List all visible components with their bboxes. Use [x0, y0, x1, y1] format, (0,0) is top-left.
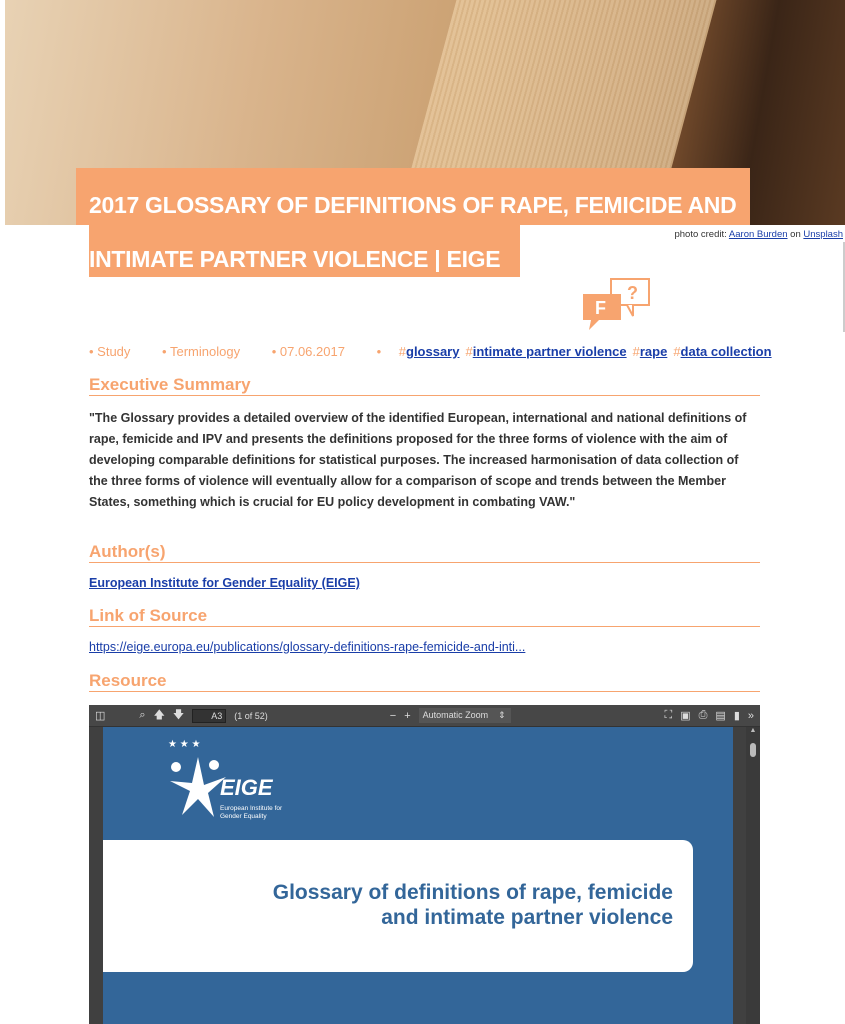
hero-book-pages	[408, 0, 722, 180]
pdf-viewer	[89, 705, 760, 1024]
tag-intimate-partner-violence[interactable]: intimate partner violence	[472, 344, 627, 359]
credit-label: photo credit:	[674, 229, 727, 240]
sidebar-toggle-icon[interactable]: ◫	[95, 710, 106, 722]
bookmark-icon[interactable]: ▮	[733, 710, 740, 722]
pdf-toolbar	[89, 705, 760, 727]
logo-text: EIGE	[220, 775, 273, 800]
doc-title-line-1: Glossary of definitions of rape, femicide	[272, 881, 673, 904]
authors-heading: Author(s)	[89, 542, 760, 563]
tag-data-collection[interactable]: data collection	[680, 344, 772, 359]
open-file-icon[interactable]: ▣	[680, 710, 691, 722]
source-link[interactable]: https://eige.europa.eu/publications/glossary-definitions-rape-femicide-and-inti...	[89, 640, 526, 654]
search-icon[interactable]: ⌕	[139, 709, 146, 721]
page-count: (1 of 52)	[234, 710, 268, 721]
svg-text:★ ★ ★: ★ ★ ★	[168, 739, 201, 750]
executive-summary-heading: Executive Summary	[89, 375, 760, 396]
title-card	[103, 840, 693, 972]
tools-icon[interactable]: »	[747, 709, 754, 722]
logo-subtitle: European Institute for Gender Equality	[220, 805, 283, 820]
print-icon[interactable]: ⎙	[698, 709, 708, 721]
doc-title-line-2: and intimate partner violence	[381, 906, 673, 929]
eige-logo	[168, 737, 283, 822]
tag-rape[interactable]: rape	[639, 344, 668, 359]
credit-author-link[interactable]: Aaron Burden	[728, 229, 788, 240]
credit-site-link[interactable]: Unsplash	[803, 229, 843, 240]
meta-category: • Terminology	[162, 344, 241, 359]
next-page-icon[interactable]: 🡇	[172, 709, 185, 721]
zoom-in-icon[interactable]: +	[404, 709, 411, 722]
meta-date: • 07.06.2017	[271, 344, 345, 359]
resource-heading: Resource	[89, 671, 760, 692]
svg-text:?: ?	[627, 283, 638, 303]
previous-page-icon[interactable]: 🡅	[153, 709, 165, 721]
pdf-scrollbar[interactable]: ▲	[746, 727, 760, 1024]
pdf-page	[103, 727, 733, 1024]
page-title: 2017 GLOSSARY OF DEFINITIONS OF RAPE, FEMICIDE AND INTIMATE PARTNER VIOLENCE | EIGE	[89, 192, 737, 272]
zoom-out-icon[interactable]: −	[389, 709, 397, 722]
link-of-source-heading: Link of Source	[89, 606, 760, 627]
meta-type: • Study	[89, 344, 131, 359]
executive-summary-text: "The Glossary provides a detailed overview of the identified European, international and national definitions of rape, femicide and IPV and presents the definitions proposed for the three forms of violence with the aim of developing comparable definitions for statistical purposes. The increased harmonisation of data collection of the three forms of violence will eventually allow for a comparison of scope and trends between the Member States, something which is crucial for EU policy development in combating VAW."	[89, 411, 747, 509]
download-icon[interactable]: ▤	[715, 710, 726, 722]
meta-row: • Study • Terminology • 07.06.2017 • #glossary #intimate partner violence #rape #data collection	[89, 344, 772, 359]
tag-glossary[interactable]: glossary	[406, 344, 460, 359]
meta-bullet: •	[376, 344, 382, 359]
author-link[interactable]: European Institute for Gender Equality (EIGE)	[89, 576, 360, 590]
photo-credit	[674, 229, 843, 240]
presentation-mode-icon[interactable]: ⛶	[664, 709, 673, 721]
zoom-select[interactable]: Automatic Zoom ⇕	[419, 708, 511, 723]
credit-on: on	[790, 229, 801, 240]
faq-icon	[583, 278, 651, 335]
svg-text:F: F	[595, 298, 606, 318]
page-number-input[interactable]: A3	[192, 709, 226, 723]
